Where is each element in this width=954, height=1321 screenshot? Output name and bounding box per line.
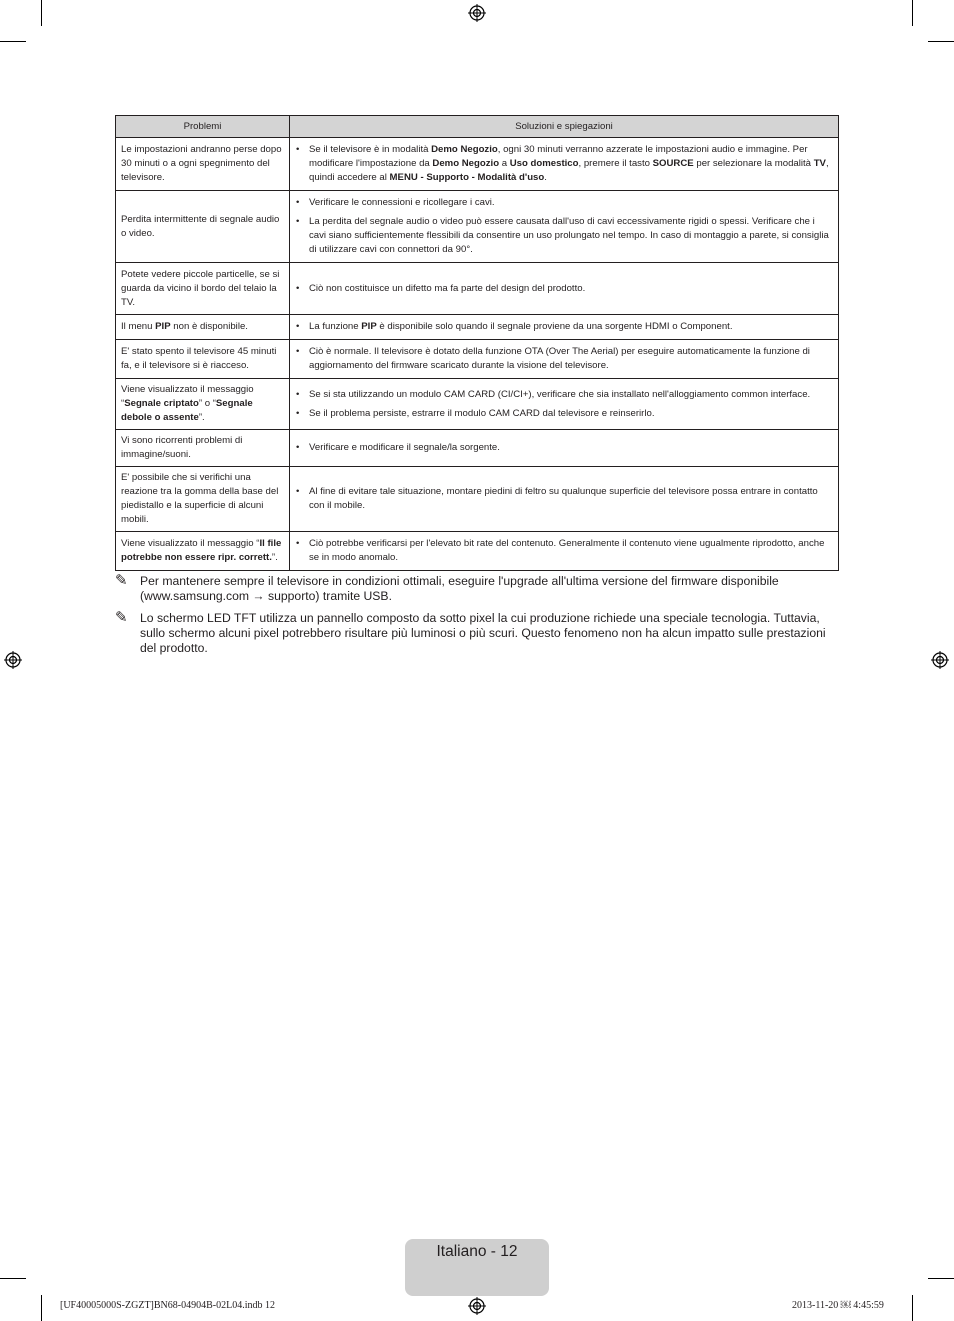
problem-cell (116, 379, 290, 430)
header-problems: Problemi (116, 116, 290, 138)
problem-text: Le impostazioni andranno perse dopo 30 minuti o a ogni spegnimento del televisore. (121, 144, 282, 183)
problem-cell (116, 315, 290, 340)
text-run: Se il problema persiste, estrarre il modulo CAM CARD dal televisore e reinserirlo. (309, 407, 655, 419)
crop-mark (928, 1278, 954, 1279)
solution-item (309, 143, 833, 185)
registration-mark-icon (931, 651, 949, 669)
solution-cell (290, 430, 839, 467)
bold-term: PIP (361, 321, 377, 332)
text-run: Viene visualizzato il messaggio “ (121, 384, 254, 409)
solution-list (295, 143, 833, 185)
text-run: per selezionare la modalità (693, 158, 814, 169)
solution-item (309, 196, 833, 210)
table-row (116, 191, 839, 263)
problem-cell (116, 138, 290, 191)
crop-mark (0, 1278, 26, 1279)
text-run: Viene visualizzato il messaggio “ (121, 538, 260, 549)
table-body (116, 138, 839, 571)
solution-list (295, 537, 833, 565)
registration-mark-icon (4, 651, 22, 669)
solution-cell (290, 315, 839, 340)
text-run: Verificare e modificare il segnale/la sorgente. (309, 442, 500, 453)
solution-list (295, 345, 833, 373)
text-run: ” o “ (198, 398, 216, 409)
text-run: , premere il tasto (578, 158, 653, 169)
text-run: La perdita del segnale audio o video può essere causata dall'uso di cavi eccessivamente rigidi o spessi. Verificare che i cavi siano sufficientemente flessibili da consentire un uso prolungato nel tempo. In caso di montaggio a parete, si consiglia di utilizzare cavi con connettori da 90°. (309, 216, 829, 255)
table-row (116, 340, 839, 379)
crop-mark (928, 41, 954, 42)
problem-cell (116, 467, 290, 532)
solution-item (309, 485, 833, 513)
registration-mark-icon (468, 1297, 486, 1315)
problem-cell (116, 263, 290, 315)
bold-term: Il file potrebbe non essere ripr. corrett. (121, 538, 282, 563)
bold-term: MENU - Supporto - Modalità d'uso (389, 172, 545, 183)
solution-list (295, 388, 833, 421)
solution-item (309, 345, 833, 373)
registration-mark-icon (468, 4, 486, 22)
text-run: . (544, 172, 547, 183)
bold-term: Segnale criptato (124, 398, 199, 409)
print-slug-left: [UF40005000S-ZGZT]BN68-04904B-02L04.indb 12 (60, 1300, 275, 1311)
solution-item (309, 537, 833, 565)
solution-cell (290, 340, 839, 379)
problem-cell (116, 340, 290, 379)
text-run: , quindi accedere al (309, 158, 829, 183)
table-row (116, 467, 839, 532)
bold-term: PIP (155, 321, 171, 332)
crop-mark (912, 1295, 913, 1321)
page-label: Italiano - 12 (436, 1243, 518, 1260)
problem-text: Potete vedere piccole particelle, se si guarda da vicino il bordo del telaio la TV. (121, 268, 280, 308)
table-row (116, 315, 839, 340)
table-row (116, 263, 839, 315)
text-run: ”. (198, 412, 205, 423)
text-run: Ciò è normale. Il televisore è dotato della funzione OTA (Over The Aerial) per eseguire automaticamente la funzione di aggiornamento del firmware scaricato durante la visione del televisore. (309, 346, 810, 371)
crop-mark (41, 1295, 42, 1321)
solution-item (309, 441, 833, 455)
pencil-note-icon: ✎ (115, 609, 128, 626)
notes-section (115, 574, 835, 663)
note-item (115, 574, 835, 604)
solution-cell (290, 379, 839, 430)
solution-list (295, 282, 833, 296)
solution-item (309, 388, 833, 402)
table-row (116, 138, 839, 191)
pencil-note-icon: ✎ (115, 572, 128, 589)
note-text: Per mantenere sempre il televisore in condizioni ottimali, eseguire l'upgrade all'ultima versione del firmware disponibile (www.samsung.com → supporto) tramite USB. (140, 574, 779, 603)
table-row (116, 430, 839, 467)
text-run: non è disponibile. (170, 321, 248, 332)
text-run: Il menu (121, 321, 156, 332)
text-run: è disponibile solo quando il segnale proviene da una sorgente HDMI o Component. (376, 321, 733, 332)
problem-text: E' possibile che si verifichi una reazione tra la gomma della base del piedistallo e la superficie di alcuni mobili. (121, 472, 279, 525)
note-text: Lo schermo LED TFT utilizza un pannello composto da sotto pixel la cui produzione richiede una speciale tecnologia. Tuttavia, sullo schermo alcuni pixel potrebbero risultare più luminosi o più scuri. Questo fenomeno non ha alcun impatto sulle prestazioni del prodotto. (140, 611, 826, 655)
table-header-row (116, 116, 839, 138)
solution-item (309, 320, 833, 334)
solution-item (309, 215, 833, 257)
solution-list (295, 196, 833, 257)
bold-term: TV (813, 158, 826, 169)
solution-list (295, 485, 833, 513)
problem-cell (116, 191, 290, 263)
text-run: ”. (271, 552, 278, 563)
crop-mark (0, 41, 26, 42)
text-run: La funzione (309, 321, 362, 332)
problem-text: Vi sono ricorrenti problemi di immagine/suoni. (121, 435, 243, 460)
solution-item (309, 282, 833, 296)
text-run: Se si sta utilizzando un modulo CAM CARD (CI/CI+), verificare che sia installato nell'alloggiamento common interface. (309, 388, 811, 400)
crop-mark (912, 0, 913, 26)
note-item (115, 611, 835, 656)
table-row (116, 532, 839, 571)
text-run: a (499, 158, 510, 169)
solution-cell (290, 191, 839, 263)
page-number-tab (405, 1239, 549, 1296)
solution-cell (290, 532, 839, 571)
table-row (116, 379, 839, 430)
text-run: Se il televisore è in modalità (309, 144, 432, 155)
problem-cell (116, 430, 290, 467)
problem-cell (116, 532, 290, 571)
problem-text: Perdita intermittente di segnale audio o video. (121, 213, 280, 239)
solution-cell (290, 263, 839, 315)
solution-item (309, 407, 833, 421)
troubleshooting-table (115, 115, 839, 571)
solution-list (295, 320, 833, 334)
text-run: , ogni 30 minuti verranno azzerate le impostazioni audio e immagine. Per modificare l'impostazione da (309, 144, 808, 169)
text-run: Verificare le connessioni e ricollegare i cavi. (309, 197, 495, 208)
text-run: Ciò potrebbe verificarsi per l'elevato bit rate del contenuto. Generalmente il contenuto viene ugualmente riprodotto, anche se in modo anomalo. (309, 538, 825, 563)
problem-text: E' stato spento il televisore 45 minuti fa, e il televisore si è riacceso. (121, 346, 277, 371)
text-run: Al fine di evitare tale situazione, montare piedini di feltro su qualunque superficie del televisore possa entrare in contatto con il mobile. (309, 486, 818, 511)
solution-cell (290, 467, 839, 532)
bold-term: Demo Negozio (432, 158, 500, 169)
header-solutions: Soluzioni e spiegazioni (290, 116, 839, 138)
print-slug-right: 2013-11-20 ￼ 4:45:59 (792, 1300, 884, 1311)
text-run: Ciò non costituisce un difetto ma fa parte del design del prodotto. (309, 282, 586, 294)
bold-term: Uso domestico (509, 158, 579, 169)
solution-cell (290, 138, 839, 191)
bold-term: Segnale debole o assente (121, 398, 253, 423)
solution-list (295, 441, 833, 455)
crop-mark (41, 0, 42, 26)
bold-term: Demo Negozio (431, 144, 498, 155)
bold-term: SOURCE (652, 158, 694, 169)
